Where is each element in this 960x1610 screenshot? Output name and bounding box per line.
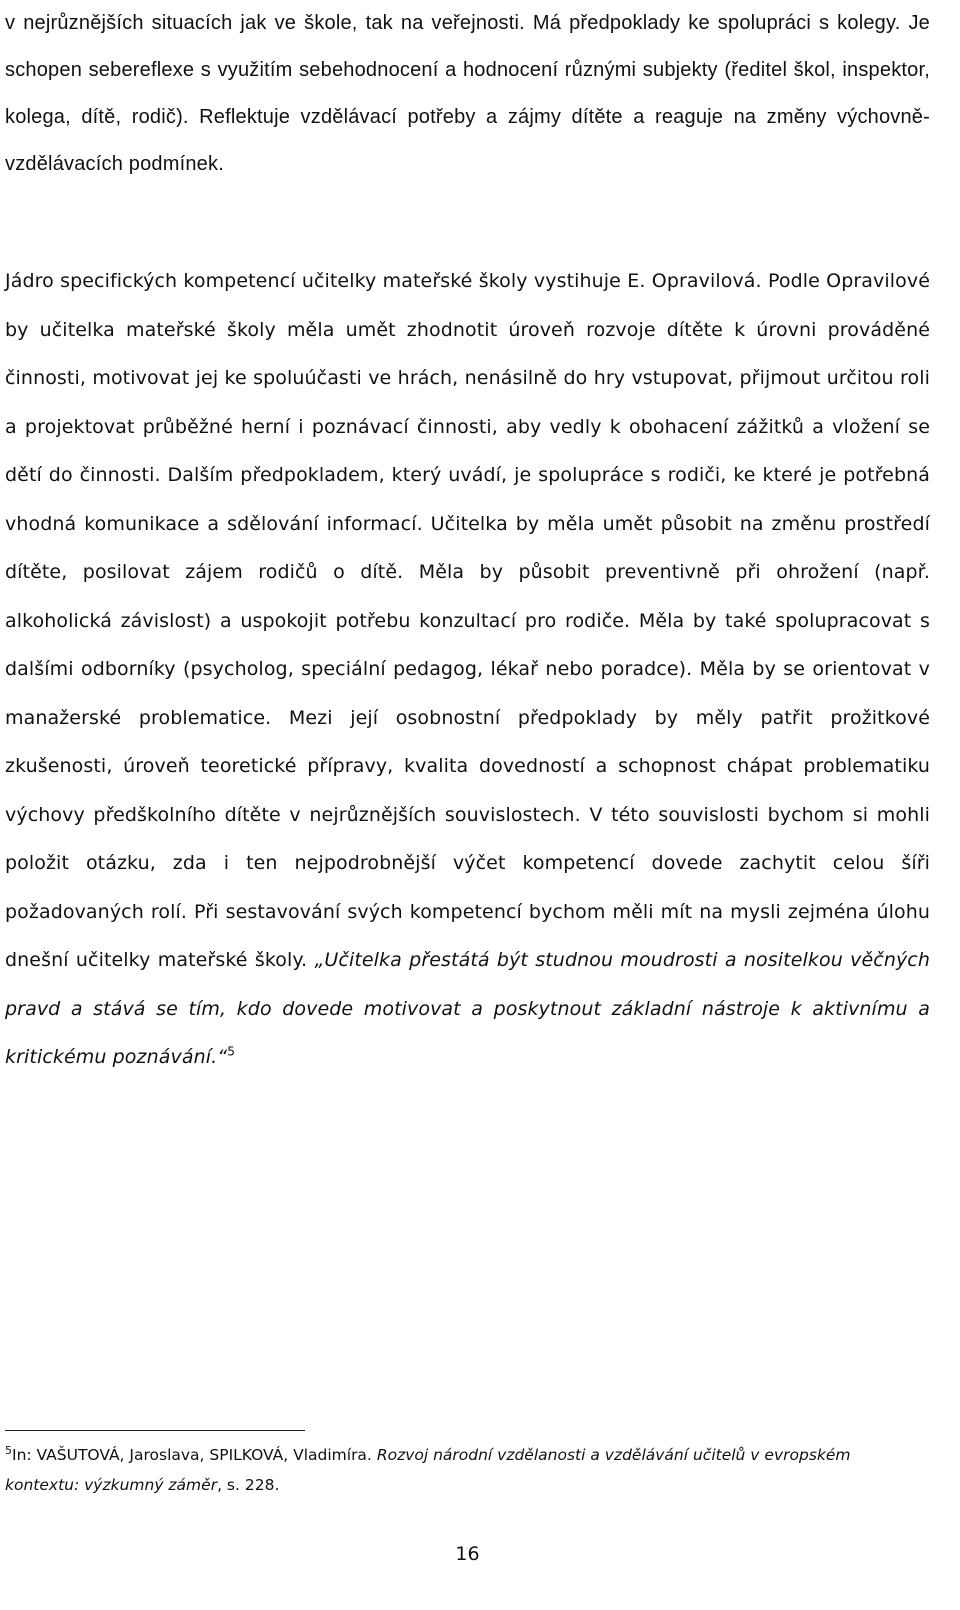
footnote-number: 5: [5, 1443, 12, 1457]
paragraph-continuation: [5, 0, 930, 188]
footnote-reference[interactable]: 5: [227, 1044, 235, 1059]
footnote-prefix: In: VAŠUTOVÁ, Jaroslava, SPILKOVÁ, Vladimíra.: [12, 1446, 372, 1464]
quote-text: „Učitelka přestátá být studnou moudrosti a nositelkou věčných pravd a stává se tím, kdo dovede motivovat a poskytnout základní nástroje k aktivnímu a kritickému poznávání.“: [5, 949, 930, 1068]
footnote-separator: [5, 1430, 305, 1431]
footnote: [5, 1440, 905, 1500]
paragraph-continuation-text: v nejrůznějších situacích jak ve škole, tak na veřejnosti. Má předpoklady ke spolupráci s kolegy. Je schopen sebereflexe s využitím sebehodnocení a hodnocení různými subjekty (ředitel škol, inspektor, kolega, dítě, rodič). Reflektuje vzdělávací potřeby a zájmy dítěte a reaguje na změny výchovně-vzdělávacích podmínek.: [5, 12, 930, 175]
footnote-title: Rozvoj národní vzdělanosti a vzdělávání učitelů v evropském kontextu: výzkumný záměr: [5, 1446, 851, 1494]
footnote-suffix: , s. 228.: [217, 1476, 280, 1494]
paragraph-competencies: [5, 257, 930, 1082]
paragraph-competencies-text: Jádro specifických kompetencí učitelky mateřské školy vystihuje E. Opravilová. Podle Opravilové by učitelka mateřské školy měla umět zhodnotit úroveň rozvoje dítěte k úrovni prováděné činnosti, motivovat jej ke spoluúčasti ve hrách, nenásilně do hry vstupovat, přijmout určitou roli a projektovat průběžné herní i poznávací činnosti, aby vedly k obohacení zážitků a vložení se dětí do činnosti. Dalším předpokladem, který uvádí, je spolupráce s rodiči, ke které je potřebná vhodná komunikace a sdělování informací. Učitelka by měla umět působit na změnu prostředí dítěte, posilovat zájem rodičů o dítě. Měla by působit preventivně při ohrožení (např. alkoholická závislost) a uspokojit potřebu konzultací pro rodiče. Měla by také spolupracovat s dalšími odborníky (psycholog, speciální pedagog, lékař nebo poradce). Měla by se orientovat v manažerské problematice. Mezi její osobnostní předpoklady by měly patřit prožitkové zkušenosti, úroveň teoretické přípravy, kvalita dovedností a schopnost chápat problematiku výchovy předškolního dítěte v nejrůznějších souvislostech. V této souvislosti bychom si mohli položit otázku, zda i ten nejpodrobnější výčet kompetencí dovede zachytit celou šíři požadovaných rolí. Při sestavování svých kompetencí bychom měli mít na mysli zejména úlohu dnešní učitelky mateřské školy.: [5, 270, 930, 971]
page-number: 16: [455, 1543, 480, 1565]
